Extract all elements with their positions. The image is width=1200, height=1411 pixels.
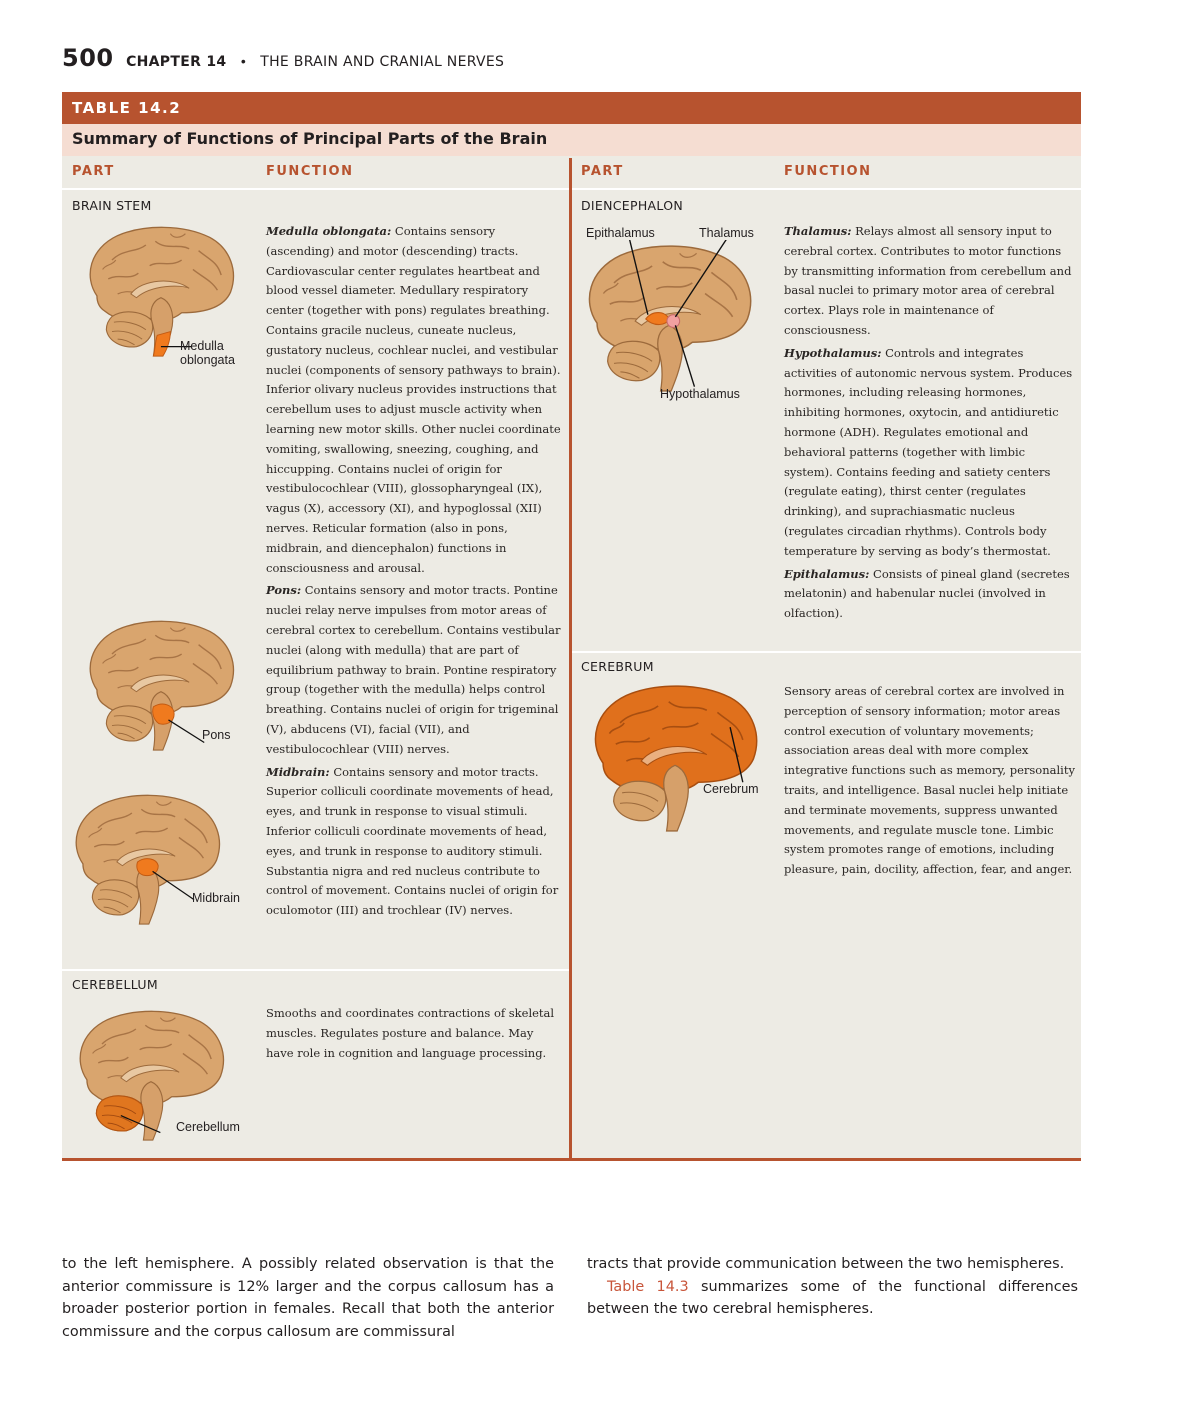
body-text-left: to the left hemisphere. A possibly related observation is that the anterior commissure is 12% larger and the corpus callosum has a broader posterior portion in females. Recall that both the anterior commissure and the corpus callosum are commissural [62, 1256, 554, 1340]
brain-midbrain-illustration [66, 786, 226, 936]
table-label-bar [62, 92, 1081, 124]
label-pons: Pons [202, 728, 231, 742]
header-bullet: • [240, 53, 246, 69]
section-brain-stem: BRAIN STEM [72, 198, 152, 213]
chapter-title: THE BRAIN AND CRANIAL NERVES [260, 54, 505, 70]
brain-cerebrum-illustration [584, 680, 764, 840]
body-text-right [587, 1253, 1078, 1321]
page-number: 500 [62, 44, 114, 72]
col-header-part-right: PART [581, 164, 624, 179]
table-caption: Summary of Functions of Principal Parts of the Brain [72, 129, 548, 148]
chapter-label: CHAPTER 14 [126, 54, 227, 70]
body-paragraph-2: Table 14.3 summarizes some of the functional differences between the two cerebral hemispheres. [587, 1278, 1078, 1317]
epithalamus-function: Epithalamus: Consists of pineal gland (secretes melatonin) and habenular nuclei (involved in olfaction). [784, 566, 1070, 621]
pons-function: Pons: Contains sensory and motor tracts. Pontine nuclei relay nerve impulses from motor areas of cerebral cortex to cerebellum. Contains vestibular nuclei (along with medulla) that are part of equilibrium pathway to brain. Pontine respiratory group (together with the medulla) helps control breathing. Contains nuclei of origin for trigeminal (V), abducens (VI), facial (VII), and vestibulocochlear (VIII) nerves. [266, 583, 561, 756]
cerebrum-divider [572, 651, 1081, 653]
label-cerebellum: Cerebellum [176, 1120, 240, 1134]
cerebrum-function: Sensory areas of cerebral cortex are involved in perception of sensory information; motor areas control execution of voluntary movements; association areas deal with more complex integrative functions such as memory, personality traits, and intelligence. Basal nuclei help initiate and terminate movements, suppress unwanted movements, and regulate muscle tone. Limbic system promotes range of emotions, including pleasure, pain, docility, affection, fear, and anger. [784, 684, 1075, 877]
column-divider [569, 158, 572, 1159]
running-header [62, 44, 1082, 78]
col-header-function-right: FUNCTION [784, 164, 872, 179]
table-label: TABLE 14.2 [72, 99, 182, 117]
table-bottom-rule [62, 1158, 1081, 1161]
section-diencephalon: DIENCEPHALON [581, 198, 683, 213]
medulla-function: Medulla oblongata: Contains sensory (ascending) and motor (descending) tracts. Cardiovascular center regulates heartbeat and blood vessel diameter. Medullary respiratory center (together with pons) regulates breathing. Contains gracile nucleus, cuneate nucleus, gustatory nucleus, cochlear nuclei, and vestibular nuclei (components of sensory pathways to brain). Inferior olivary nucleus provides instructions that cerebellum uses to adjust muscle activity when learning new motor skills. Other nuclei coordinate vomiting, swallowing, sneezing, coughing, and hiccupping. Contains nuclei of origin for vestibulocochlear (VIII), glossopharyngeal (IX), vagus (X), accessory (XI), and hypoglossal (XII) nerves. Reticular formation (also in pons, midbrain, and diencephalon) functions in consciousness and arousal. [266, 224, 561, 575]
section-cerebellum: CEREBELLUM [72, 977, 158, 992]
midbrain-function: Midbrain: Contains sensory and motor tracts. Superior colliculi coordinate movements of head, eyes, and trunk in response to visual stimuli. Inferior colliculi coordinate movements of head, eyes, and trunk in response to auditory stimuli. Substantia nigra and red nucleus contribute to control of movement. Contains nuclei of origin for oculomotor (III) and trochlear (IV) nerves. [266, 764, 559, 918]
col-header-function-left: FUNCTION [266, 164, 354, 179]
label-medulla-oblongata: Medulla oblongata [180, 339, 235, 367]
hypothalamus-function: Hypothalamus: Controls and integrates activities of autonomic nervous system. Produces hormones, including releasing hormones, inhibiting hormones, oxytocin, and antidiuretic hormone (ADH). Regulates emotional and behavioral patterns (together with limbic system). Contains feeding and satiety centers (regulate eating), thirst center (regulates drinking), and suprachiasmatic nucleus (regulates circadian rhythms). Controls body temperature by serving as body’s thermostat. [784, 345, 1073, 558]
thalamus-function: Thalamus: Relays almost all sensory input to cerebral cortex. Contributes to motor functions by transmitting information from cerebellum and basal nuclei to primary motor area of cerebral cortex. Plays role in maintenance of consciousness. [784, 224, 1072, 337]
table-14-3-link[interactable]: Table 14.3 [607, 1278, 689, 1295]
label-hypothalamus: Hypothalamus [660, 387, 740, 401]
table-14-2 [62, 92, 1081, 1159]
brain-diencephalon-illustration [578, 240, 758, 400]
col-header-part-left: PART [72, 164, 115, 179]
body-paragraph-1: tracts that provide communication between the two hemispheres. [587, 1256, 1065, 1272]
cerebellum-function: Smooths and coordinates contractions of skeletal muscles. Regulates posture and balance. May have role in cognition and language processing. [266, 1006, 555, 1060]
diencephalon-functions [784, 222, 1076, 627]
header-divider-left [62, 188, 569, 190]
cerebellum-divider [62, 969, 569, 971]
label-cerebrum: Cerebrum [703, 782, 759, 796]
label-thalamus: Thalamus [699, 226, 754, 240]
table-caption-bar [62, 124, 1081, 156]
header-divider-right [572, 188, 1081, 190]
brain-stem-functions [266, 222, 562, 924]
section-cerebrum: CEREBRUM [581, 659, 654, 674]
label-midbrain: Midbrain [192, 891, 240, 905]
label-epithalamus: Epithalamus [586, 226, 655, 240]
